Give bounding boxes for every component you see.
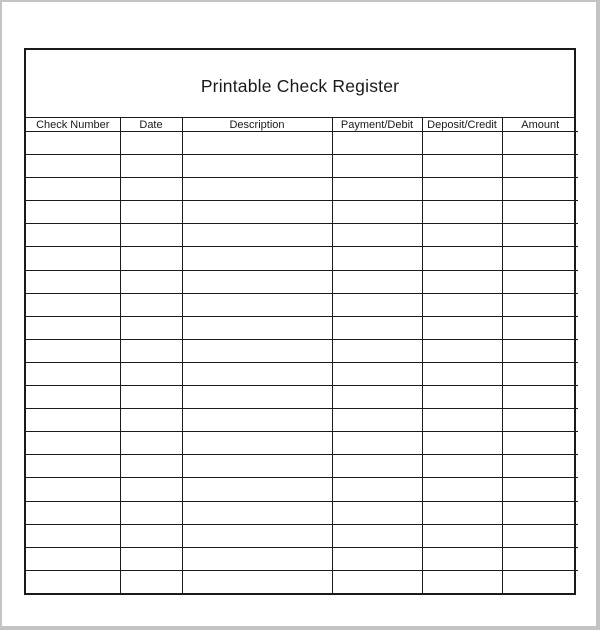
register-row — [26, 316, 578, 339]
cell-deposit-credit — [422, 501, 502, 524]
register-row — [26, 201, 578, 224]
document-title: Printable Check Register — [200, 76, 400, 96]
cell-check-number — [26, 178, 120, 201]
cell-amount — [502, 339, 578, 362]
cell-description — [182, 224, 332, 247]
register-row — [26, 524, 578, 547]
cell-payment-debit — [332, 524, 422, 547]
cell-date — [120, 293, 182, 316]
cell-amount — [502, 362, 578, 385]
cell-deposit-credit — [422, 570, 502, 593]
register-row — [26, 478, 578, 501]
cell-payment-debit — [332, 362, 422, 385]
cell-payment-debit — [332, 570, 422, 593]
cell-check-number — [26, 524, 120, 547]
cell-amount — [502, 247, 578, 270]
cell-description — [182, 293, 332, 316]
column-header-deposit-credit: Deposit/Credit — [422, 118, 502, 132]
cell-description — [182, 178, 332, 201]
cell-check-number — [26, 224, 120, 247]
cell-check-number — [26, 570, 120, 593]
cell-deposit-credit — [422, 409, 502, 432]
register-row — [26, 432, 578, 455]
cell-amount — [502, 270, 578, 293]
cell-date — [120, 409, 182, 432]
cell-deposit-credit — [422, 386, 502, 409]
cell-payment-debit — [332, 293, 422, 316]
cell-date — [120, 201, 182, 224]
register-row — [26, 178, 578, 201]
cell-check-number — [26, 339, 120, 362]
check-register-form — [24, 48, 576, 595]
register-row — [26, 247, 578, 270]
cell-deposit-credit — [422, 547, 502, 570]
cell-amount — [502, 478, 578, 501]
cell-payment-debit — [332, 501, 422, 524]
cell-description — [182, 316, 332, 339]
cell-amount — [502, 524, 578, 547]
cell-amount — [502, 501, 578, 524]
cell-description — [182, 270, 332, 293]
cell-date — [120, 316, 182, 339]
cell-description — [182, 247, 332, 270]
cell-deposit-credit — [422, 362, 502, 385]
cell-date — [120, 224, 182, 247]
register-row — [26, 155, 578, 178]
register-row — [26, 547, 578, 570]
cell-date — [120, 570, 182, 593]
cell-description — [182, 501, 332, 524]
column-header-check-number: Check Number — [26, 118, 120, 132]
column-header-description: Description — [182, 118, 332, 132]
cell-date — [120, 386, 182, 409]
register-row — [26, 455, 578, 478]
cell-date — [120, 501, 182, 524]
cell-date — [120, 432, 182, 455]
cell-date — [120, 247, 182, 270]
cell-deposit-credit — [422, 316, 502, 339]
cell-check-number — [26, 547, 120, 570]
cell-description — [182, 339, 332, 362]
register-row — [26, 409, 578, 432]
cell-payment-debit — [332, 224, 422, 247]
cell-deposit-credit — [422, 201, 502, 224]
cell-payment-debit — [332, 247, 422, 270]
cell-check-number — [26, 386, 120, 409]
cell-deposit-credit — [422, 339, 502, 362]
cell-date — [120, 362, 182, 385]
cell-payment-debit — [332, 386, 422, 409]
cell-date — [120, 478, 182, 501]
register-row — [26, 293, 578, 316]
cell-payment-debit — [332, 132, 422, 155]
cell-date — [120, 547, 182, 570]
cell-description — [182, 386, 332, 409]
cell-check-number — [26, 132, 120, 155]
register-row — [26, 501, 578, 524]
column-header-date: Date — [120, 118, 182, 132]
cell-check-number — [26, 270, 120, 293]
cell-date — [120, 339, 182, 362]
cell-description — [182, 570, 332, 593]
cell-amount — [502, 178, 578, 201]
cell-deposit-credit — [422, 293, 502, 316]
register-row — [26, 362, 578, 385]
cell-check-number — [26, 155, 120, 178]
cell-amount — [502, 224, 578, 247]
cell-amount — [502, 316, 578, 339]
cell-description — [182, 132, 332, 155]
cell-check-number — [26, 362, 120, 385]
cell-date — [120, 155, 182, 178]
cell-description — [182, 409, 332, 432]
cell-date — [120, 524, 182, 547]
cell-date — [120, 132, 182, 155]
cell-deposit-credit — [422, 247, 502, 270]
cell-deposit-credit — [422, 524, 502, 547]
cell-payment-debit — [332, 455, 422, 478]
cell-amount — [502, 547, 578, 570]
cell-payment-debit — [332, 155, 422, 178]
register-row — [26, 224, 578, 247]
cell-amount — [502, 201, 578, 224]
cell-check-number — [26, 247, 120, 270]
title-band — [26, 50, 574, 118]
cell-payment-debit — [332, 547, 422, 570]
cell-description — [182, 547, 332, 570]
cell-payment-debit — [332, 432, 422, 455]
cell-deposit-credit — [422, 432, 502, 455]
register-row — [26, 270, 578, 293]
cell-description — [182, 432, 332, 455]
cell-payment-debit — [332, 178, 422, 201]
cell-check-number — [26, 409, 120, 432]
cell-amount — [502, 432, 578, 455]
cell-check-number — [26, 455, 120, 478]
cell-deposit-credit — [422, 455, 502, 478]
cell-payment-debit — [332, 478, 422, 501]
register-rows — [26, 132, 578, 593]
cell-date — [120, 455, 182, 478]
cell-deposit-credit — [422, 132, 502, 155]
cell-check-number — [26, 316, 120, 339]
cell-check-number — [26, 201, 120, 224]
cell-deposit-credit — [422, 224, 502, 247]
cell-description — [182, 362, 332, 385]
cell-amount — [502, 409, 578, 432]
header-row — [26, 118, 578, 132]
cell-check-number — [26, 501, 120, 524]
cell-deposit-credit — [422, 155, 502, 178]
cell-payment-debit — [332, 270, 422, 293]
cell-amount — [502, 293, 578, 316]
cell-description — [182, 455, 332, 478]
cell-payment-debit — [332, 201, 422, 224]
cell-check-number — [26, 432, 120, 455]
cell-amount — [502, 386, 578, 409]
register-row — [26, 570, 578, 593]
register-row — [26, 132, 578, 155]
column-header-payment-debit: Payment/Debit — [332, 118, 422, 132]
cell-amount — [502, 155, 578, 178]
cell-amount — [502, 455, 578, 478]
cell-check-number — [26, 478, 120, 501]
cell-description — [182, 478, 332, 501]
cell-date — [120, 178, 182, 201]
register-row — [26, 339, 578, 362]
cell-deposit-credit — [422, 478, 502, 501]
cell-description — [182, 201, 332, 224]
cell-payment-debit — [332, 409, 422, 432]
register-table — [26, 118, 578, 593]
cell-payment-debit — [332, 316, 422, 339]
cell-deposit-credit — [422, 270, 502, 293]
cell-check-number — [26, 293, 120, 316]
cell-date — [120, 270, 182, 293]
column-header-amount: Amount — [502, 118, 578, 132]
cell-deposit-credit — [422, 178, 502, 201]
cell-description — [182, 524, 332, 547]
cell-description — [182, 155, 332, 178]
cell-payment-debit — [332, 339, 422, 362]
register-row — [26, 386, 578, 409]
cell-amount — [502, 570, 578, 593]
cell-amount — [502, 132, 578, 155]
